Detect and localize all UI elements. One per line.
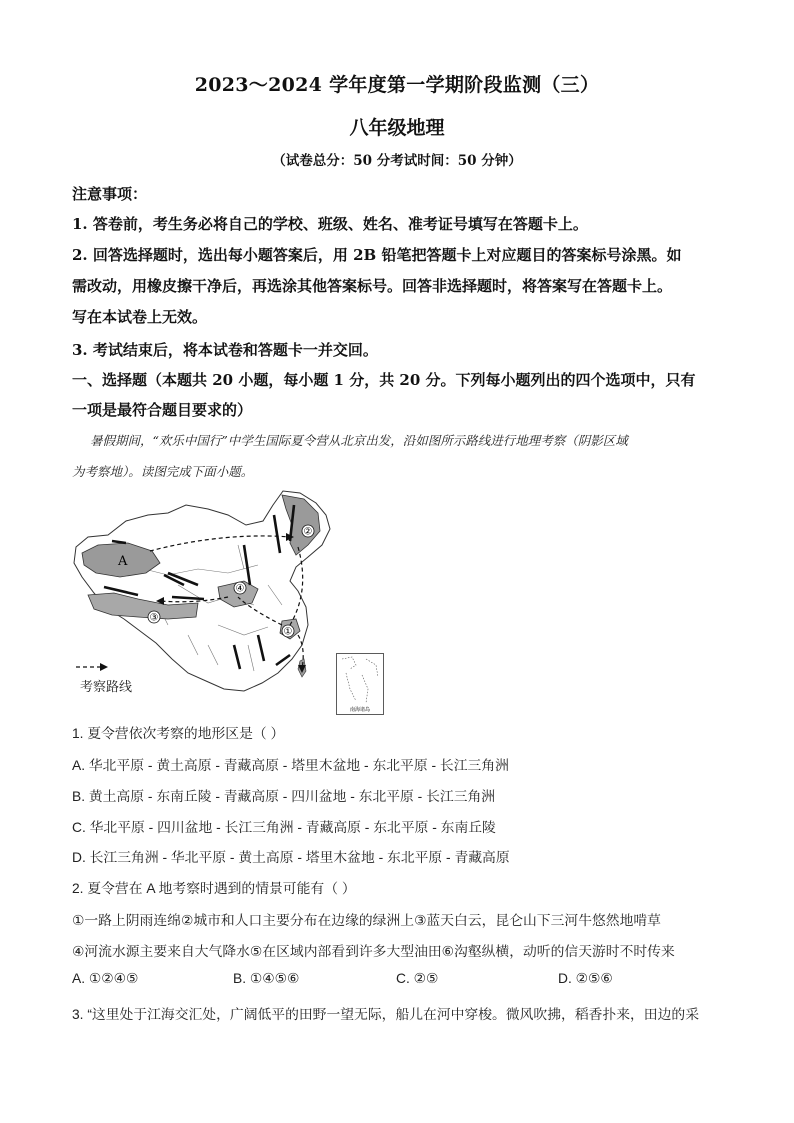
exam-title: 2023～2024 学年度第一学期阶段监测（三） xyxy=(194,74,600,96)
exam-info: （试卷总分：50 分考试时间：50 分钟） xyxy=(272,153,522,169)
question-2-option-b[interactable]: B. ①④⑤⑥ xyxy=(233,971,300,986)
subject-title: 八年级地理 xyxy=(349,117,445,139)
question-1-option-c[interactable]: C. 华北平原 - 四川盆地 - 长江三角洲 - 青藏高原 - 东北平原 - 东南丘陵 xyxy=(72,820,496,835)
question-3-stem: 3. “这里处于江海交汇处，广阔低平的田野一望无际，船儿在河中穿梭。微风吹拂，稻香扑来，田边的采 xyxy=(72,1007,699,1022)
inset-label: 南海诸岛 xyxy=(349,707,371,713)
marker-2 xyxy=(302,525,314,538)
question-2-option-d[interactable]: D. ②⑤⑥ xyxy=(558,971,613,986)
question-1-option-d[interactable]: D. 长江三角洲 - 华北平原 - 黄土高原 - 塔里木盆地 - 东北平原 - 青藏高原 xyxy=(72,850,510,865)
question-1-option-b[interactable]: B. 黄土高原 - 东南丘陵 - 青藏高原 - 四川盆地 - 东北平原 - 长江三角洲 xyxy=(72,789,496,804)
note-item-1: 1. 答卷前，考生务必将自己的学校、班级、姓名、准考证号填写在答题卡上。 xyxy=(72,215,588,233)
note-item-3: 3. 考试结束后，将本试卷和答题卡一并交回。 xyxy=(72,341,378,359)
section-1-heading-line-2: 一项是最符合题目要求的） xyxy=(72,401,253,419)
question-2-option-a[interactable]: A. ①②④⑤ xyxy=(72,971,139,986)
region-a-label: A xyxy=(118,554,128,569)
section-1-heading-line-1: 一、选择题（本题共 20 小题，每小题 1 分，共 20 分。下列每小题列出的四个选项中，只有 xyxy=(72,371,696,389)
marker-1 xyxy=(282,625,294,638)
notes-heading: 注意事项： xyxy=(72,185,148,203)
marker-4 xyxy=(234,582,246,595)
legend-label: 考察路线 xyxy=(80,679,133,694)
marker-2-label: ② xyxy=(303,526,313,538)
question-2-statements-line-2: ④河流水源主要来自大气降水⑤在区域内部看到许多大型油田⑥沟壑纵横，动听的信天游时不时传来 xyxy=(72,944,675,959)
note-item-2-line-2: 需改动，用橡皮擦干净后，再选涂其他答案标号。回答非选择题时，将答案写在答题卡上。 xyxy=(72,277,673,295)
marker-4-label: ④ xyxy=(235,583,245,595)
marker-3-label: ③ xyxy=(149,612,159,624)
question-2-stem: 2. 夏令营在 A 地考察时遇到的情景可能有（ ） xyxy=(72,881,356,896)
intro-line-2: 为考察地）。读图完成下面小题。 xyxy=(72,464,254,479)
marker-1-label: ① xyxy=(283,626,293,638)
marker-3 xyxy=(148,611,160,624)
note-item-2-line-3: 写在本试卷上无效。 xyxy=(72,308,208,326)
question-2-option-c[interactable]: C. ②⑤ xyxy=(396,971,439,986)
legend-route-arrow xyxy=(100,663,108,671)
question-2-statements-line-1: ①一路上阴雨连绵②城市和人口主要分布在边缘的绿洲上③蓝天白云，昆仑山下三河牛悠然地啃草 xyxy=(72,913,661,928)
south-sea-inset xyxy=(336,653,384,715)
question-1-option-a[interactable]: A. 华北平原 - 黄土高原 - 青藏高原 - 塔里木盆地 - 东北平原 - 长江三角洲 xyxy=(72,758,509,773)
intro-line-1: 暑假期间，“欢乐中国行”中学生国际夏令营从北京出发，沿如图所示路线进行地理考察（阴影区域 xyxy=(90,433,628,448)
question-1-stem: 1. 夏令营依次考察的地形区是（ ） xyxy=(72,726,285,741)
note-item-2-line-1: 2. 回答选择题时，选出每小题答案后，用 2B 铅笔把答题卡上对应题目的答案标号涂黑。如 xyxy=(72,246,682,264)
